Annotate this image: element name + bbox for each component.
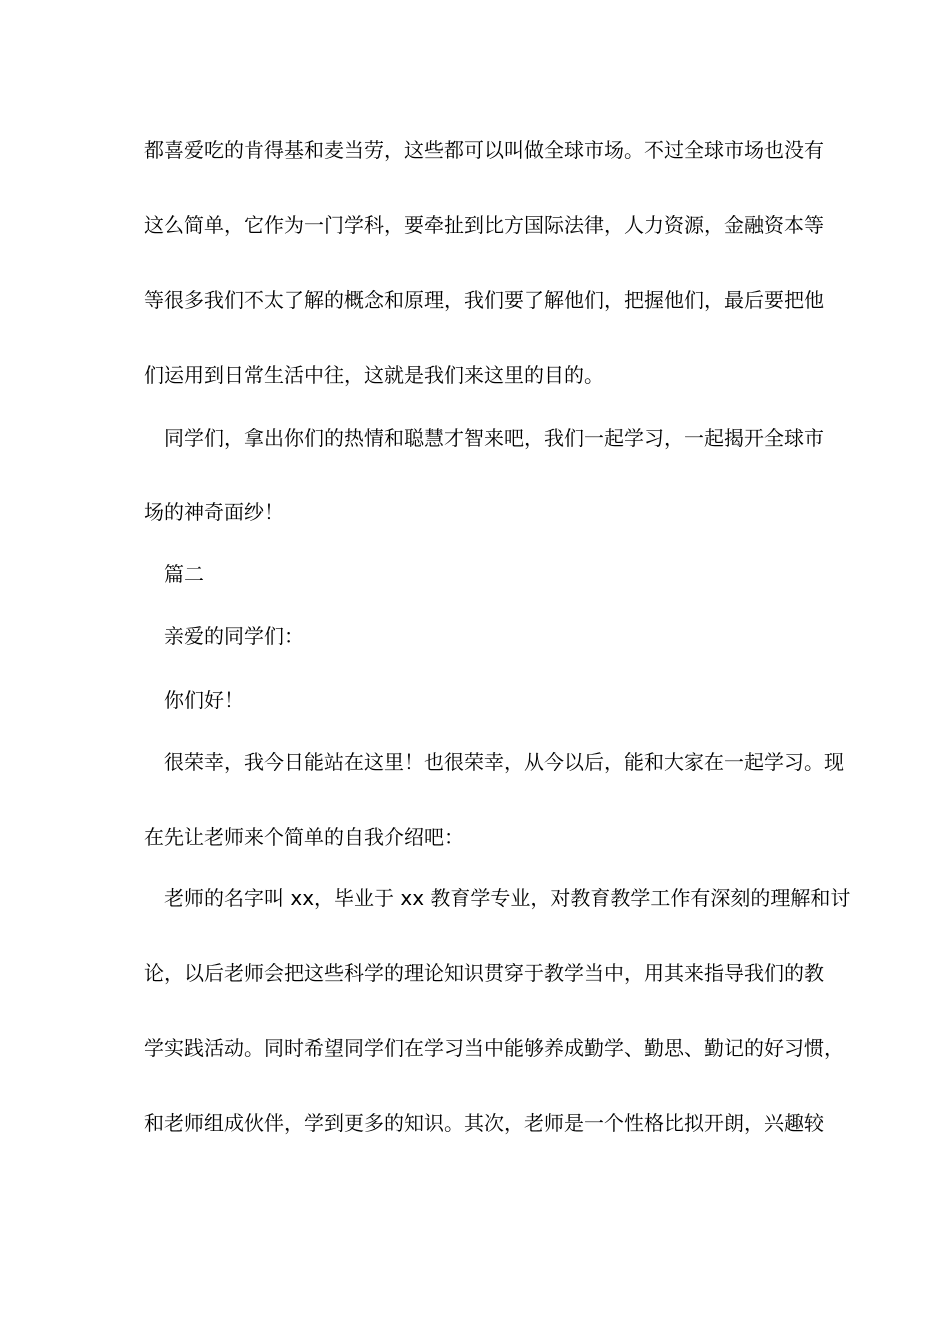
text-line: 都喜爱吃的肯得基和麦当劳，这些都可以叫做全球市场。不过全球市场也没有: [144, 138, 824, 162]
text-line: 和老师组成伙伴，学到更多的知识。其次，老师是一个性格比拟开朗，兴趣较: [144, 1111, 824, 1135]
salutation: 亲爱的同学们：: [164, 624, 304, 648]
text-line: 在先让老师来个简单的自我介绍吧：: [144, 825, 464, 849]
text-line: 论，以后老师会把这些科学的理论知识贯穿于教学当中，用其来指导我们的教: [144, 961, 824, 985]
text-line: 场的神奇面纱！: [144, 500, 284, 524]
text-line: 很荣幸，我今日能站在这里！也很荣幸，从今以后，能和大家在一起学习。现: [164, 750, 844, 774]
text-line: 老师的名字叫 xx，毕业于 xx 教育学专业，对教育教学工作有深刻的理解和讨: [164, 886, 851, 910]
section-heading: 篇二: [164, 562, 204, 586]
text-line: 同学们，拿出你们的热情和聪慧才智来吧，我们一起学习，一起揭开全球市: [164, 426, 824, 450]
greeting: 你们好！: [164, 688, 244, 712]
text-line: 学实践活动。同时希望同学们在学习当中能够养成勤学、勤思、勤记的好习惯，: [144, 1036, 844, 1060]
text-line: 这么简单，它作为一门学科，要牵扯到比方国际法律，人力资源，金融资本等: [144, 213, 824, 237]
text-line: 们运用到日常生活中往，这就是我们来这里的目的。: [144, 363, 604, 387]
text-line: 等很多我们不太了解的概念和原理，我们要了解他们，把握他们，最后要把他: [144, 288, 824, 312]
